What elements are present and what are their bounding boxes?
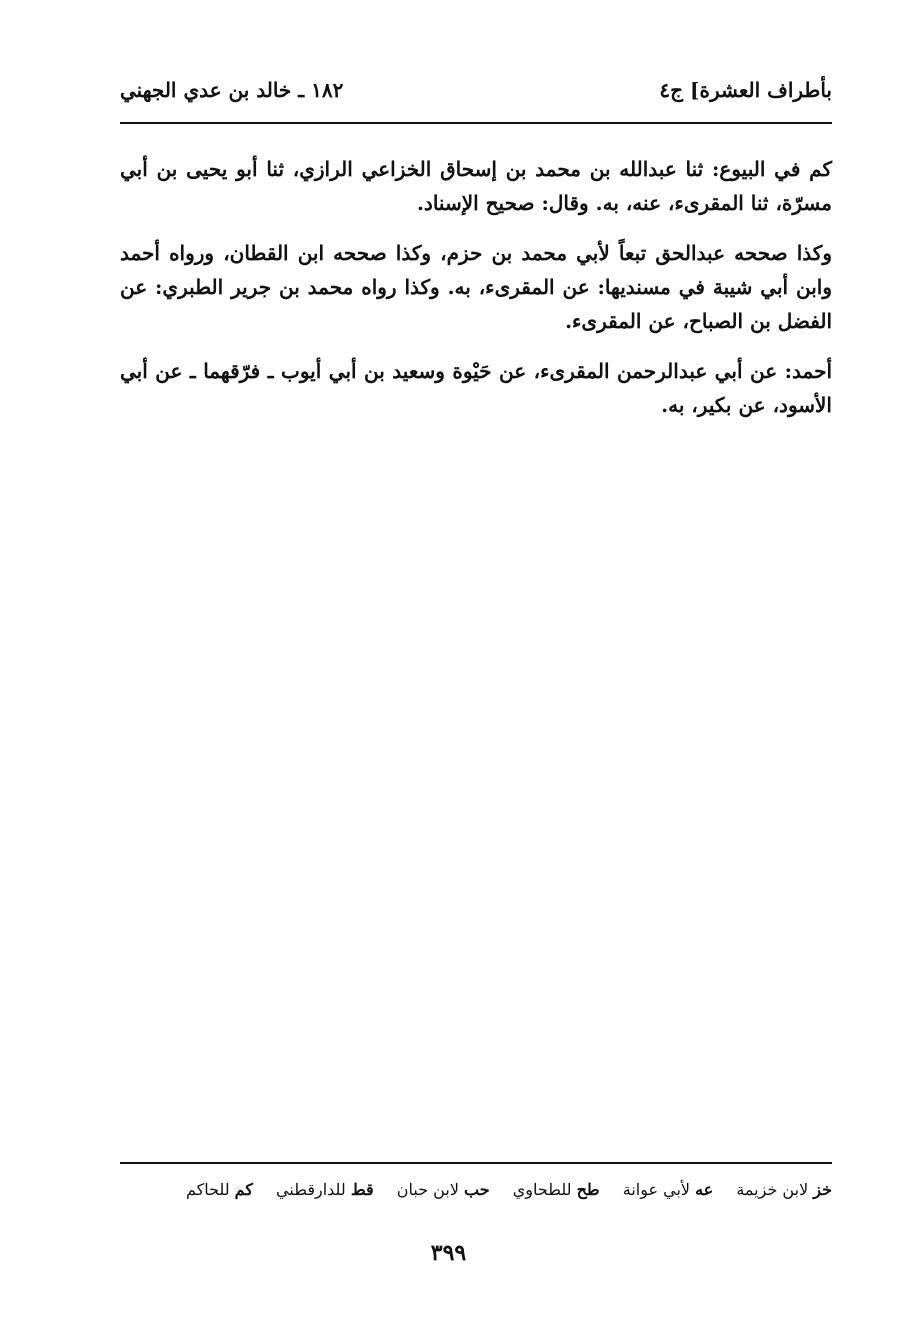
paragraph: [120, 152, 832, 220]
abbreviation-item: [736, 1180, 832, 1199]
abbreviation-name: للطحاوي: [512, 1180, 572, 1199]
paragraph-text: في البيوع: ثنا عبدالله بن محمد بن إسحاق الخزاعي الرازي، ثنا أبو يحيى بن أبي مسرّة، ثنا المقرىء، عنه، به. وقال: صحيح الإسناد.: [120, 157, 832, 215]
abbreviation-item: [513, 1180, 600, 1199]
abbreviation-item: [276, 1180, 374, 1199]
abbreviation-code: خز: [813, 1180, 832, 1199]
abbreviation-code: قط: [350, 1180, 374, 1199]
source-abbrev: كم: [809, 157, 832, 181]
paragraph: [120, 236, 832, 338]
main-text: [120, 152, 832, 438]
abbreviation-name: للحاكم: [185, 1180, 230, 1199]
entry-title: ١٨٢ ـ خالد بن عدي الجهني: [120, 78, 344, 102]
paragraph: [120, 354, 832, 422]
abbreviation-name: لابن خزيمة: [736, 1180, 809, 1199]
abbreviation-code: كم: [234, 1180, 253, 1199]
abbreviation-code: حب: [464, 1180, 490, 1199]
paragraph-text: وكذا صححه عبدالحق تبعاً لأبي محمد بن حزم، وكذا صححه ابن القطان، ورواه أحمد وابن أبي شيبة في مسنديها: عن المقرىء، به. وكذا رواه محمد بن جرير الطبري: عن الفضل بن الصباح، عن المقرىء.: [120, 241, 832, 333]
running-header: [120, 72, 832, 112]
abbreviation-item: [397, 1180, 490, 1199]
book-title: بأطراف العشرة] ج٤: [659, 78, 832, 102]
abbreviation-code: عه: [695, 1180, 714, 1199]
footer-rule: [120, 1162, 832, 1164]
abbreviation-key: [120, 1180, 832, 1199]
header-rule: [120, 122, 832, 124]
abbreviation-item: [623, 1180, 714, 1199]
page-number: ٣٩٩: [430, 1240, 467, 1266]
abbreviation-code: طح: [576, 1180, 600, 1199]
abbreviation-name: للدارقطني: [276, 1180, 346, 1199]
source-abbrev: أحمد: [792, 359, 832, 383]
abbreviation-name: لأبي عوانة: [622, 1180, 691, 1199]
abbreviation-name: لابن حبان: [396, 1180, 459, 1199]
paragraph-text: : عن أبي عبدالرحمن المقرىء، عن حَيْوة وسعيد بن أبي أيوب ـ فرّقهما ـ عن أبي الأسود، عن بكير، به.: [120, 359, 832, 417]
abbreviation-item: [186, 1180, 253, 1199]
